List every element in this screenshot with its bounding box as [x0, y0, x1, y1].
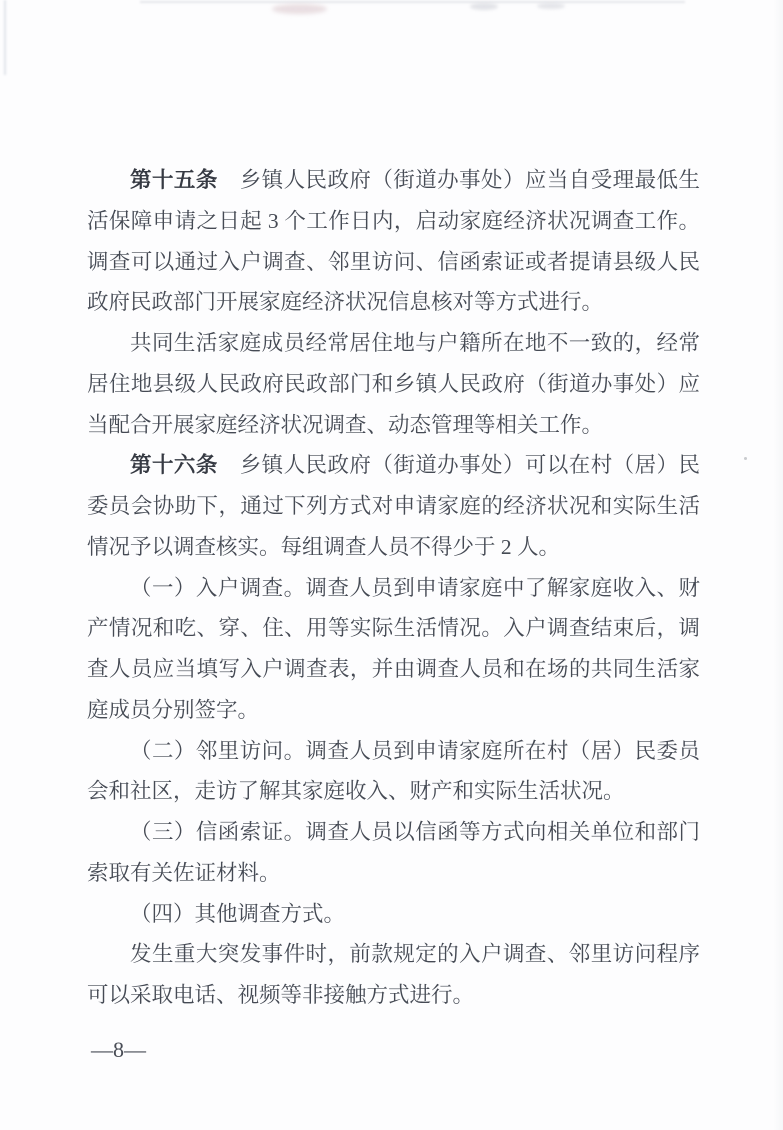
line-text: 当配合开展家庭经济状况调查、动态管理等相关工作。: [87, 412, 604, 437]
scan-artifact-speck: [744, 457, 747, 460]
line-text: 庭成员分别签字。: [87, 697, 260, 722]
paragraph: [87, 934, 700, 1016]
line-text: 可以采取电话、视频等非接触方式进行。: [87, 983, 475, 1007]
text-line: [87, 771, 700, 812]
scan-artifact-smudge: [470, 3, 498, 10]
text-line: [87, 608, 700, 649]
text-line: [87, 731, 700, 772]
paragraph: [87, 323, 700, 445]
scan-artifact-smudge: [272, 4, 327, 14]
scan-artifact-smudge: [537, 3, 565, 9]
line-text: 发生重大突发事件时，前款规定的入户调查、邻里访问程序: [130, 942, 700, 967]
line-text: （四）其他调查方式。: [130, 901, 346, 926]
document-body: [87, 160, 700, 1016]
text-line: [87, 975, 700, 1016]
text-line: [87, 894, 700, 935]
text-line: [87, 323, 700, 364]
text-line: [87, 812, 700, 853]
text-line: [87, 445, 700, 486]
paragraph: [87, 445, 700, 567]
page-number: —8—: [91, 1037, 146, 1062]
paragraph: [87, 568, 700, 731]
line-text: 索取有关佐证材料。: [87, 860, 281, 885]
line-text: 乡镇人民政府（街道办事处）应当自受理最低生: [217, 168, 700, 192]
text-line: [87, 201, 700, 242]
line-text: 情况予以调查核实。每组调查人员不得少于 2 人。: [87, 534, 561, 559]
article-number: 第十六条: [130, 453, 218, 478]
paragraph: [87, 812, 700, 894]
text-line: [87, 690, 700, 731]
line-text: （一）入户调查。调查人员到申请家庭中了解家庭收入、财: [130, 575, 700, 600]
scan-artifact-edge-line: [4, 0, 6, 75]
text-line: [87, 405, 700, 446]
line-text: 活保障申请之日起 3 个工作日内，启动家庭经济状况调查工作。: [87, 208, 700, 233]
text-line: [87, 853, 700, 894]
paragraph: [87, 160, 700, 323]
text-line: [87, 527, 700, 568]
line-text: 委员会协助下，通过下列方式对申请家庭的经济状况和实际生活: [87, 494, 700, 518]
text-line: [87, 364, 700, 405]
text-line: [87, 568, 700, 609]
line-text: 查人员应当填写入户调查表，并由调查人员和在场的共同生活家: [87, 657, 700, 681]
line-text: 会和社区，走访了解其家庭收入、财产和实际生活状况。: [87, 779, 625, 804]
line-text: （二）邻里访问。调查人员到申请家庭所在村（居）民委员: [130, 738, 700, 763]
text-line: [87, 934, 700, 975]
line-text: 共同生活家庭成员经常居住地与户籍所在地不一致的，经常: [130, 331, 700, 355]
line-text: 居住地县级人民政府民政部门和乡镇人民政府（街道办事处）应: [87, 371, 700, 396]
line-text: （三）信函索证。调查人员以信函等方式向相关单位和部门: [130, 820, 700, 844]
paragraph: [87, 894, 700, 935]
line-text: 政府民政部门开展家庭经济状况信息核对等方式进行。: [87, 290, 604, 315]
line-text: 调查可以通过入户调查、邻里访问、信函索证或者提请县级人民: [87, 249, 700, 274]
scan-artifact-top-streak: [140, 1, 685, 3]
text-line: [87, 160, 700, 201]
scan-artifact-edge-shade: [773, 0, 783, 1130]
paragraph: [87, 731, 700, 813]
text-line: [87, 282, 700, 323]
text-line: [87, 486, 700, 527]
article-number: 第十五条: [130, 168, 218, 192]
text-line: [87, 649, 700, 690]
line-text: 产情况和吃、穿、住、用等实际生活情况。入户调查结束后，调: [87, 616, 700, 641]
text-line: [87, 242, 700, 283]
line-text: 乡镇人民政府（街道办事处）可以在村（居）民: [217, 453, 700, 478]
